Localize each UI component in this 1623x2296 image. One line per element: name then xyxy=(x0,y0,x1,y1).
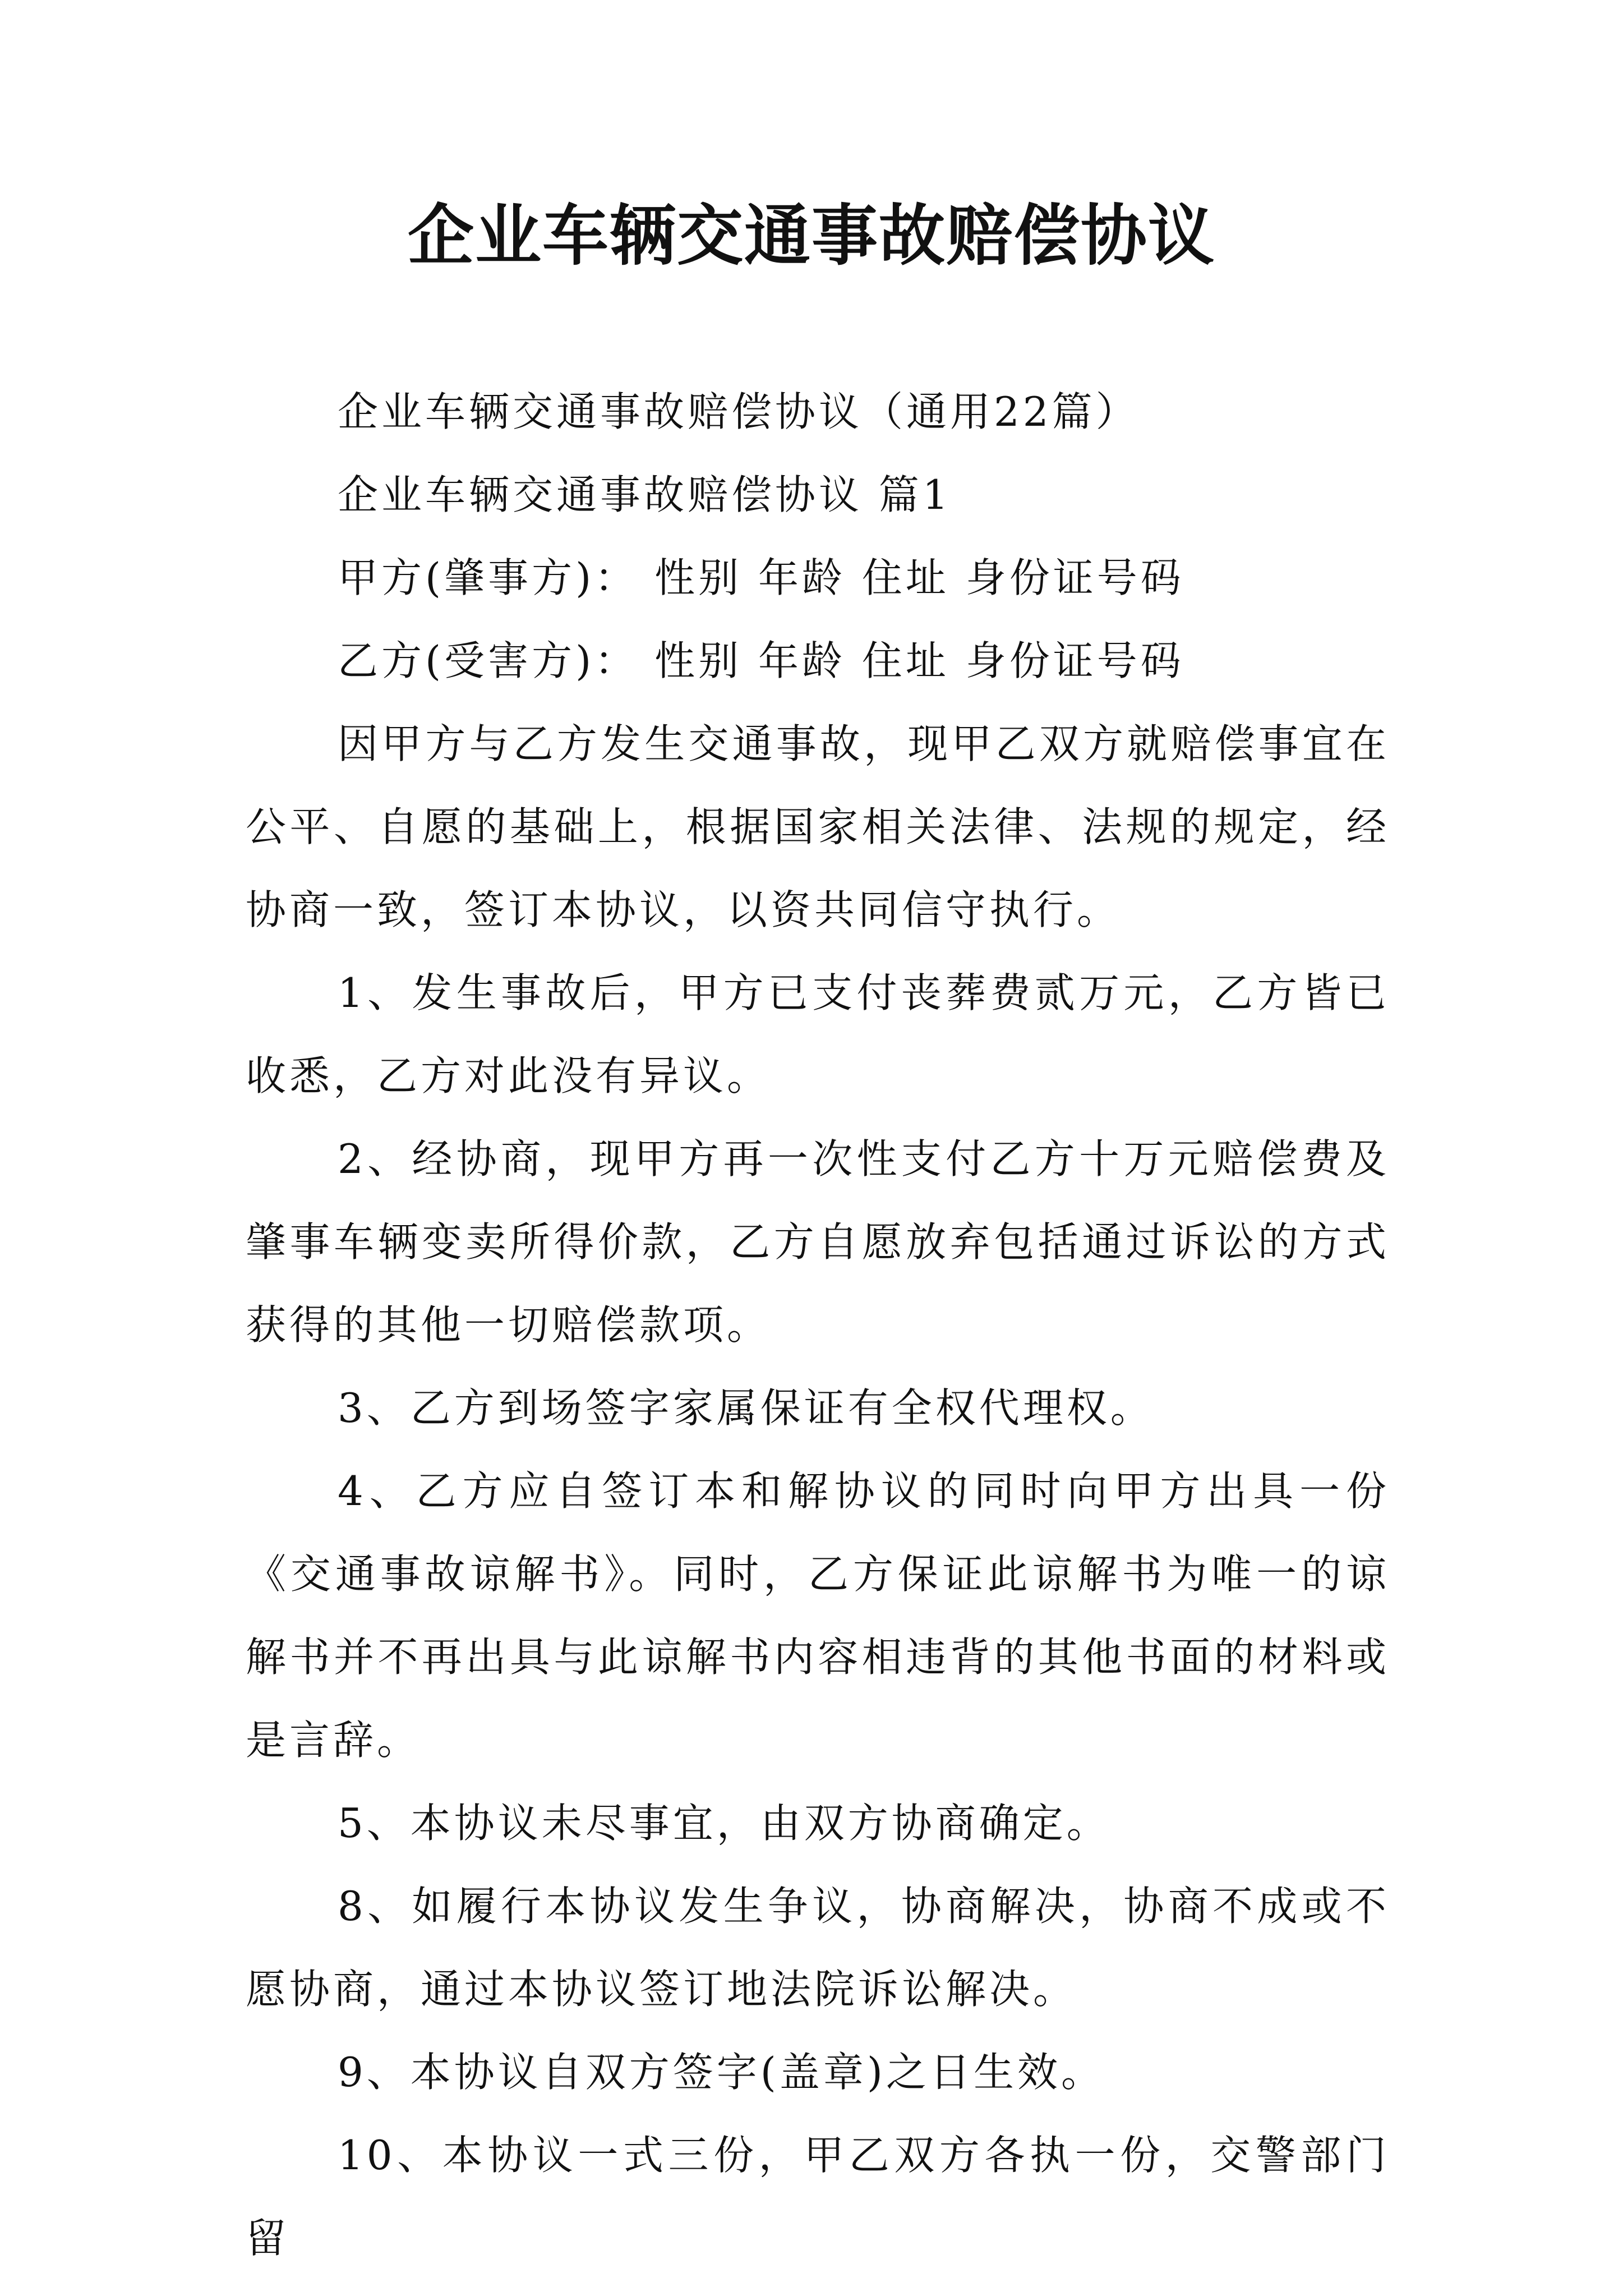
party-a-line: 甲方(肇事方)： 性别 年龄 住址 身份证号码 xyxy=(338,554,1184,601)
preamble-paragraph: 因甲方与乙方发生交通事故，现甲乙双方就赔偿事宜在公平、自愿的基础上，根据国家相关法律、法规的规定，经协商一致，签订本协议，以资共同信守执行。 xyxy=(246,720,1390,933)
clause-8: 8、如履行本协议发生争议，协商解决，协商不成或不愿协商，通过本协议签订地法院诉讼解决。 xyxy=(246,1883,1390,2013)
document-title: 企业车辆交通事故赔偿协议 xyxy=(407,196,1215,274)
section-heading: 企业车辆交通事故赔偿协议 篇1 xyxy=(338,471,952,518)
clause-3: 3、乙方到场签字家属保证有全权代理权。 xyxy=(338,1384,1154,1432)
clause-1: 1、发生事故后，甲方已支付丧葬费贰万元，乙方皆已收悉，乙方对此没有异议。 xyxy=(246,969,1390,1099)
clause-9: 9、本协议自双方签字(盖章)之日生效。 xyxy=(338,2049,1105,2096)
document-body xyxy=(246,370,1390,2280)
clause-2: 2、经协商，现甲方再一次性支付乙方十万元赔偿费及肇事车辆变卖所得价款，乙方自愿放弃包括通过诉讼的方式获得的其他一切赔偿款项。 xyxy=(246,1135,1390,1349)
party-b-line: 乙方(受害方)： 性别 年龄 住址 身份证号码 xyxy=(338,637,1184,684)
clause-4: 4、乙方应自签订本和解协议的同时向甲方出具一份《交通事故谅解书》。同时，乙方保证此谅解书为唯一的谅解书并不再出具与此谅解书内容相违背的其他书面的材料或是言辞。 xyxy=(246,1467,1390,1764)
clause-10: 10、本协议一式三份，甲乙双方各执一份，交警部门留 xyxy=(246,2132,1390,2262)
subtitle-paragraph: 企业车辆交通事故赔偿协议（通用22篇） xyxy=(338,388,1140,435)
clause-5: 5、本协议未尽事宜，由双方协商确定。 xyxy=(338,1800,1110,1847)
